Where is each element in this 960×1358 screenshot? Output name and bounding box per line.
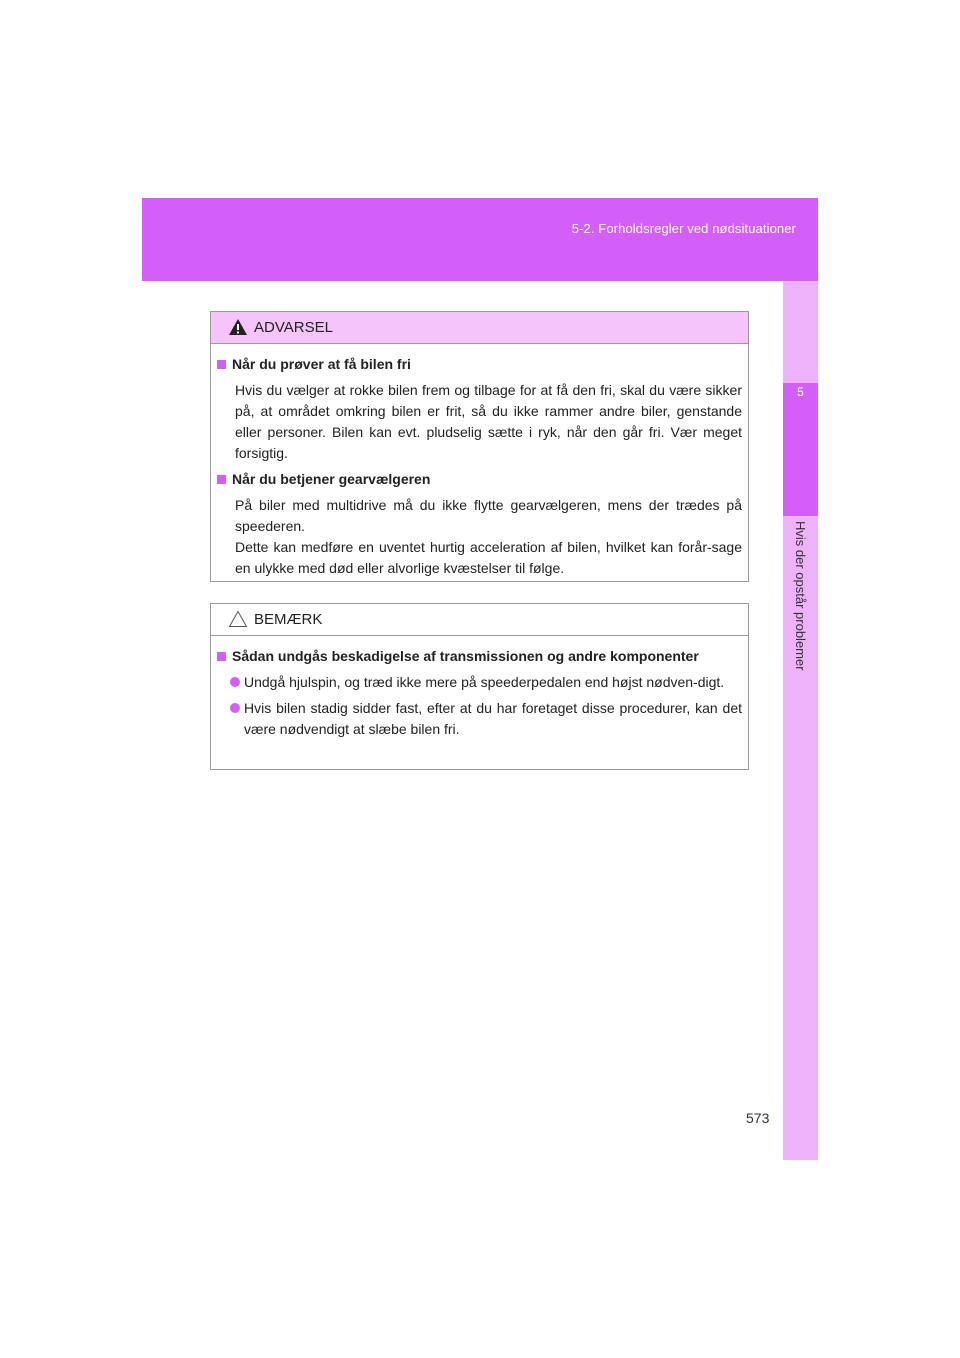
list-item: Undgå hjulspin, og træd ikke mere på speederpedalen end højst nødven-digt. — [217, 672, 742, 693]
notice-title: BEMÆRK — [254, 611, 323, 628]
caution-outline-icon — [228, 610, 248, 628]
notice-section-heading: Sådan undgås beskadigelse af transmissionen og andre komponenter — [217, 646, 742, 667]
list-item: Hvis bilen stadig sidder fast, efter at du har foretaget disse procedurer, kan det være nødvendigt at slæbe bilen fri. — [217, 698, 742, 740]
chapter-label-container — [783, 521, 818, 821]
chapter-number: 5 — [797, 385, 804, 399]
round-bullet-icon — [230, 703, 240, 713]
warning-section-heading: Når du prøver at få bilen fri — [217, 354, 742, 375]
square-bullet-icon — [217, 360, 226, 369]
warning-title: ADVARSEL — [254, 319, 333, 336]
warning-box — [210, 311, 749, 582]
warning-header — [211, 312, 748, 344]
warning-section-heading: Når du betjener gearvælgeren — [217, 469, 742, 490]
chapter-label: Hvis der opstår problemer — [793, 521, 808, 671]
warning-icon — [228, 318, 248, 336]
chapter-number-box — [783, 383, 818, 516]
round-bullet-icon — [230, 677, 240, 687]
section-title: 5-2. Forholdsregler ved nødsituationer — [571, 221, 796, 236]
square-bullet-icon — [217, 652, 226, 661]
header-band — [142, 198, 818, 281]
side-tab — [783, 281, 818, 1160]
notice-header — [211, 604, 748, 636]
square-bullet-icon — [217, 475, 226, 484]
page-number: 573 — [746, 1110, 770, 1126]
warning-paragraph: På biler med multidrive må du ikke flytte gearvælgeren, mens der trædes på speederen. Dette kan medføre en uventet hurtig acceleration af bilen, hvilket kan forår-sage en ulykke med død eller alvorlige kvæstelser til følge. — [235, 497, 742, 576]
notice-box — [210, 603, 749, 770]
warning-paragraph: Hvis du vælger at rokke bilen frem og tilbage for at få den fri, skal du være sikker på, at området omkring bilen er frit, så du ikke rammer andre biler, genstande eller personer. Bilen kan evt. pludselig sætte i ryk, når den går fri. Vær meget forsigtig. — [235, 382, 742, 461]
